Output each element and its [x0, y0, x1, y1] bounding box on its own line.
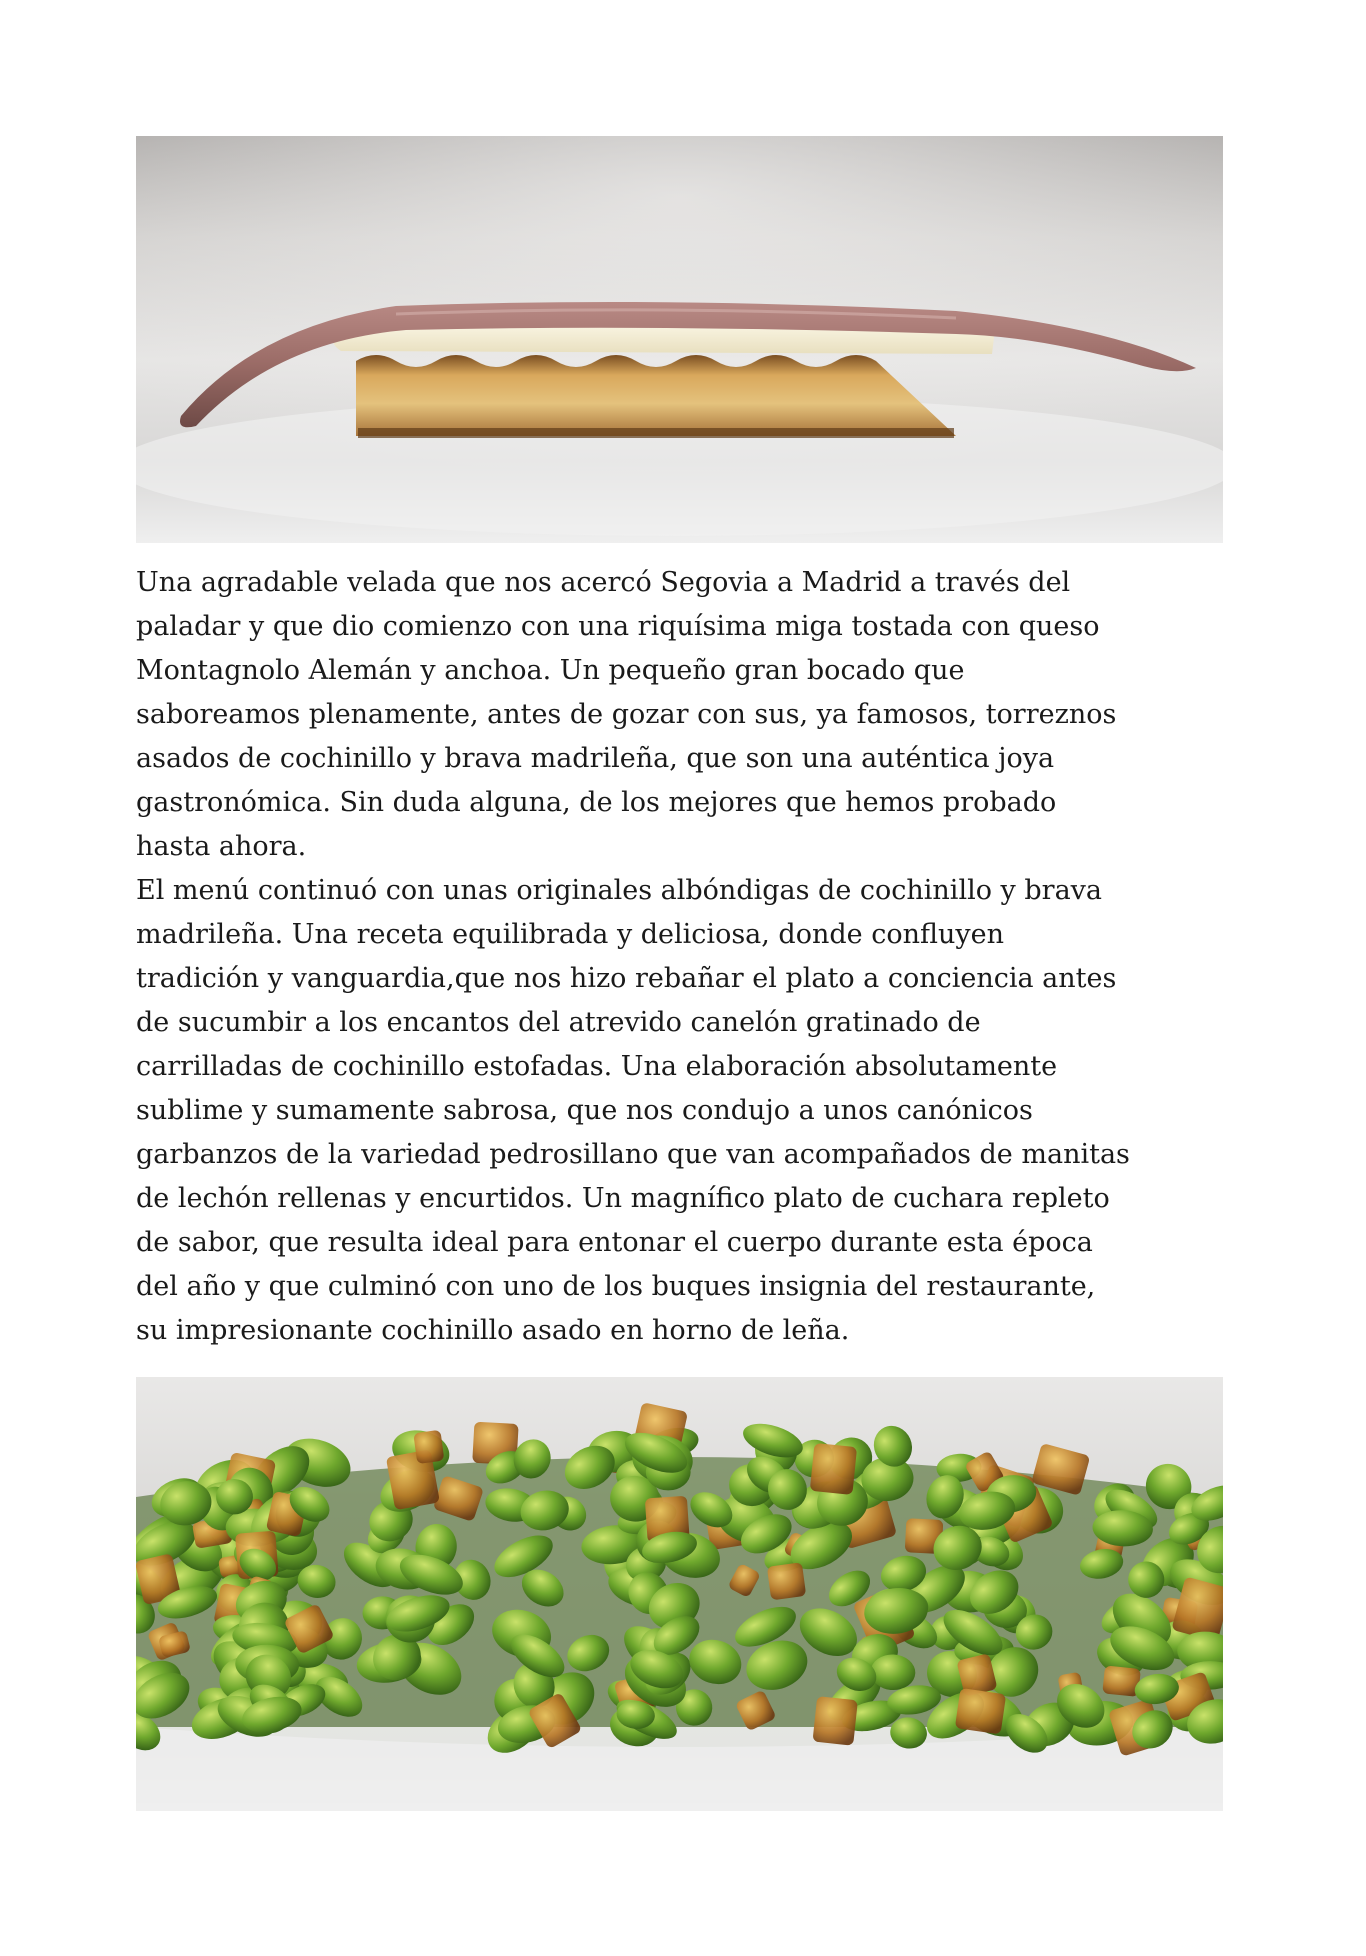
text-line: Montagnolo Alemán y anchoa. Un pequeño gran bocado que [136, 655, 965, 686]
text-line: tradición y vanguardia,que nos hizo rebañar el plato a conciencia antes [136, 963, 1117, 994]
green-legumes-illustration [136, 1377, 1223, 1811]
text-line: gastronómica. Sin duda alguna, de los mejores que hemos probado [136, 787, 1057, 818]
text-line: sublime y sumamente sabrosa, que nos condujo a unos canónicos [136, 1095, 1033, 1126]
pickle-piece [810, 1443, 857, 1495]
text-line: hasta ahora. [136, 831, 307, 862]
text-line: garbanzos de la variedad pedrosillano que van acompañados de manitas [136, 1139, 1130, 1170]
article-text [136, 561, 1236, 1353]
pickle-piece [955, 1688, 1006, 1735]
text-line: madrileña. Una receta equilibrada y deliciosa, donde confluyen [136, 919, 1004, 950]
paragraph-1 [136, 561, 1236, 869]
text-line: de sucumbir a los encantos del atrevido canelón gratinado de [136, 1007, 981, 1038]
anchovy-toast-illustration [136, 136, 1223, 543]
pickle-piece [767, 1562, 806, 1600]
pickle-piece [413, 1430, 444, 1464]
text-line: del año y que culminó con uno de los buques insignia del restaurante, [136, 1271, 1096, 1302]
pickle-piece [812, 1696, 857, 1746]
photo-anchovy-toast [136, 136, 1223, 543]
text-line: paladar y que dio comienzo con una riquísima miga tostada con queso [136, 611, 1100, 642]
text-line: de lechón rellenas y encurtidos. Un magnífico plato de cuchara repleto [136, 1183, 1110, 1214]
text-line: de sabor, que resulta ideal para entonar el cuerpo durante esta época [136, 1227, 1093, 1258]
text-line: asados de cochinillo y brava madrileña, que son una auténtica joya [136, 743, 1055, 774]
text-line: Una agradable velada que nos acercó Segovia a Madrid a través del [136, 567, 1071, 598]
text-line: su impresionante cochinillo asado en horno de leña. [136, 1315, 850, 1346]
text-line: saboreamos plenamente, antes de gozar con sus, ya famosos, torreznos [136, 699, 1117, 730]
photo-green-legumes [136, 1377, 1223, 1811]
paragraph-2 [136, 869, 1236, 1353]
text-line: carrilladas de cochinillo estofadas. Una elaboración absolutamente [136, 1051, 1058, 1082]
text-line: El menú continuó con unas originales albóndigas de cochinillo y brava [136, 875, 1103, 906]
